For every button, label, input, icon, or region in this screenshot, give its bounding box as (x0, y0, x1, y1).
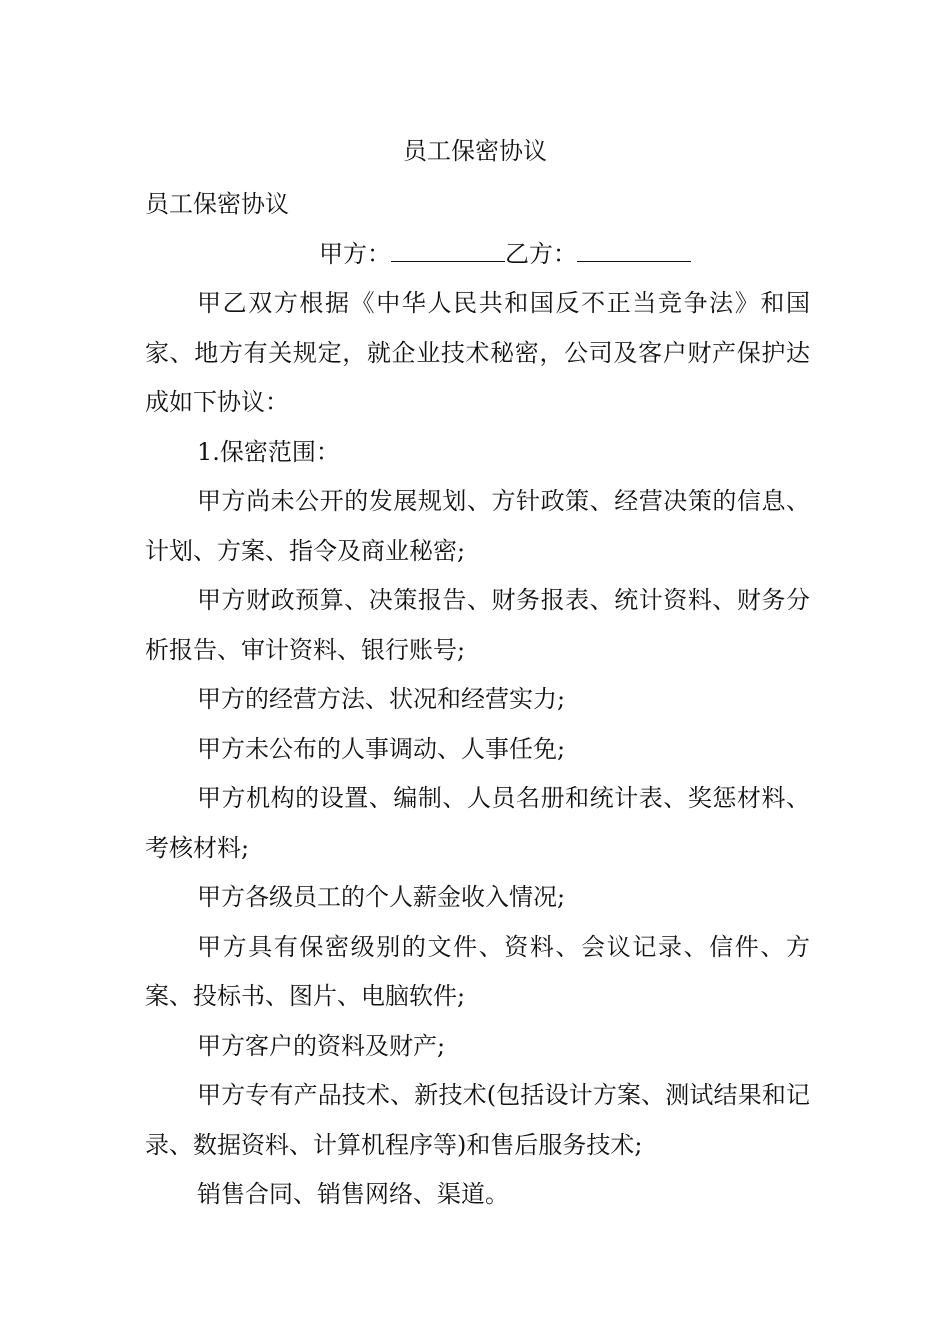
party-b-label: 乙方： (505, 239, 577, 268)
paragraph-item: 销售合同、销售网络、渠道。 (197, 1180, 509, 1208)
section-heading-scope: 1.保密范围： (197, 437, 340, 466)
document-title: 员工保密协议 (403, 137, 547, 165)
parties-line (145, 230, 810, 280)
party-b-blank (577, 237, 691, 262)
paragraph-item: 甲方未公布的人事调动、人事任免; (197, 734, 566, 763)
paragraph-item: 甲方专有产品技术、新技术(包括设计方案、测试结果和记录、数据资料、计算机程序等)和售后服务技术; (145, 1081, 810, 1159)
document-body (145, 180, 810, 1220)
paragraph-item: 甲方各级员工的个人薪金收入情况; (197, 883, 566, 911)
party-a-blank (391, 237, 505, 262)
paragraph-item: 甲方具有保密级别的文件、资料、会议记录、信件、方案、投标书、图片、电脑软件; (145, 932, 810, 1010)
document-subtitle: 员工保密协议 (145, 190, 289, 218)
paragraph-intro: 甲乙双方根据《中华人民共和国反不正当竞争法》和国家、地方有关规定，就企业技术秘密，公司及客户财产保护达成如下协议： (145, 289, 810, 416)
paragraph-item: 甲方的经营方法、状况和经营实力; (197, 685, 566, 713)
paragraph-item: 甲方机构的设置、编制、人员名册和统计表、奖惩材料、考核材料; (145, 784, 810, 862)
paragraph-item: 甲方客户的资料及财产; (197, 1031, 446, 1060)
paragraph-item: 甲方尚未公开的发展规划、方针政策、经营决策的信息、计划、方案、指令及商业秘密; (145, 487, 810, 565)
paragraph-item: 甲方财政预算、决策报告、财务报表、统计资料、财务分析报告、审计资料、银行账号; (145, 586, 810, 664)
party-a-label: 甲方： (319, 239, 391, 268)
